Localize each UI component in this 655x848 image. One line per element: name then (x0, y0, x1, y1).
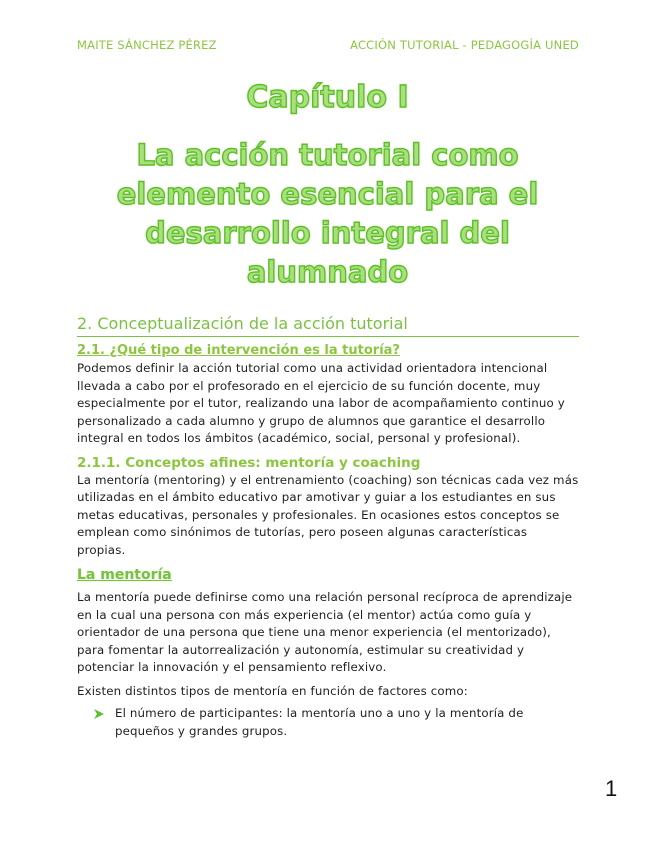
header-author: MAITE SÁNCHEZ PÉREZ (77, 38, 217, 52)
main-title: La acción tutorial como elemento esencial para el desarrollo integral del alumnado (116, 138, 539, 289)
section-heading: 2. Conceptualización de la acción tutorial (77, 314, 579, 337)
paragraph-related-concepts: La mentoría (mentoring) y el entrenamiento (coaching) son técnicas cada vez más utilizadas en el ámbito educativo par amotivar y guiar a los estudiantes en sus metas educativas, personales y profesionales. En ocasiones estos conceptos se emplean como sinónimos de tutorías, pero poseen algunas características propias. (77, 472, 579, 557)
document-body (77, 314, 579, 740)
subsection-heading: 2.1. ¿Qué tipo de intervención es la tutoría? (77, 343, 400, 358)
list-item (77, 705, 579, 740)
paragraph-mentoring-definition: La mentoría puede definirse como una relación personal recíproca de aprendizaje en la cual una persona con más experiencia (el mentor) actúa como guía y orientador de una persona que tiene una menor experiencia (el mentorizado), para fomentar la autorrealización y autonomía, estimular su creatividad y potenciar la innovación y el pensamiento reflexivo. (77, 590, 573, 674)
list-item-text: El número de participantes: la mentoría uno a uno y la mentoría de pequeños y grandes grupos. (115, 706, 524, 738)
title-block (60, 80, 595, 292)
topic-heading: La mentoría (77, 567, 172, 583)
subsubsection-heading: 2.1.1. Conceptos afines: mentoría y coaching (77, 454, 421, 471)
page-number: 1 (605, 776, 618, 801)
header-course: ACCIÓN TUTORIAL - PEDAGOGÍA UNED (350, 38, 579, 52)
arrow-bullet-icon (93, 705, 115, 740)
paragraph-definition: Podemos definir la acción tutorial como una actividad orientadora intencional llevada a cabo por el profesorado en el ejercicio de su función docente, muy especialmente por el tutor, realizando una labor de acompañamiento continuo y personalizado a cada alumno y grupo de alumnos que garantice el desarrollo integral en todos los ámbitos (académico, social, personal y profesional). (77, 361, 565, 445)
page-header (77, 38, 579, 52)
chapter-title: Capítulo I (246, 80, 409, 115)
paragraph-mentoring-types-intro: Existen distintos tipos de mentoría en función de factores como: (77, 683, 468, 698)
